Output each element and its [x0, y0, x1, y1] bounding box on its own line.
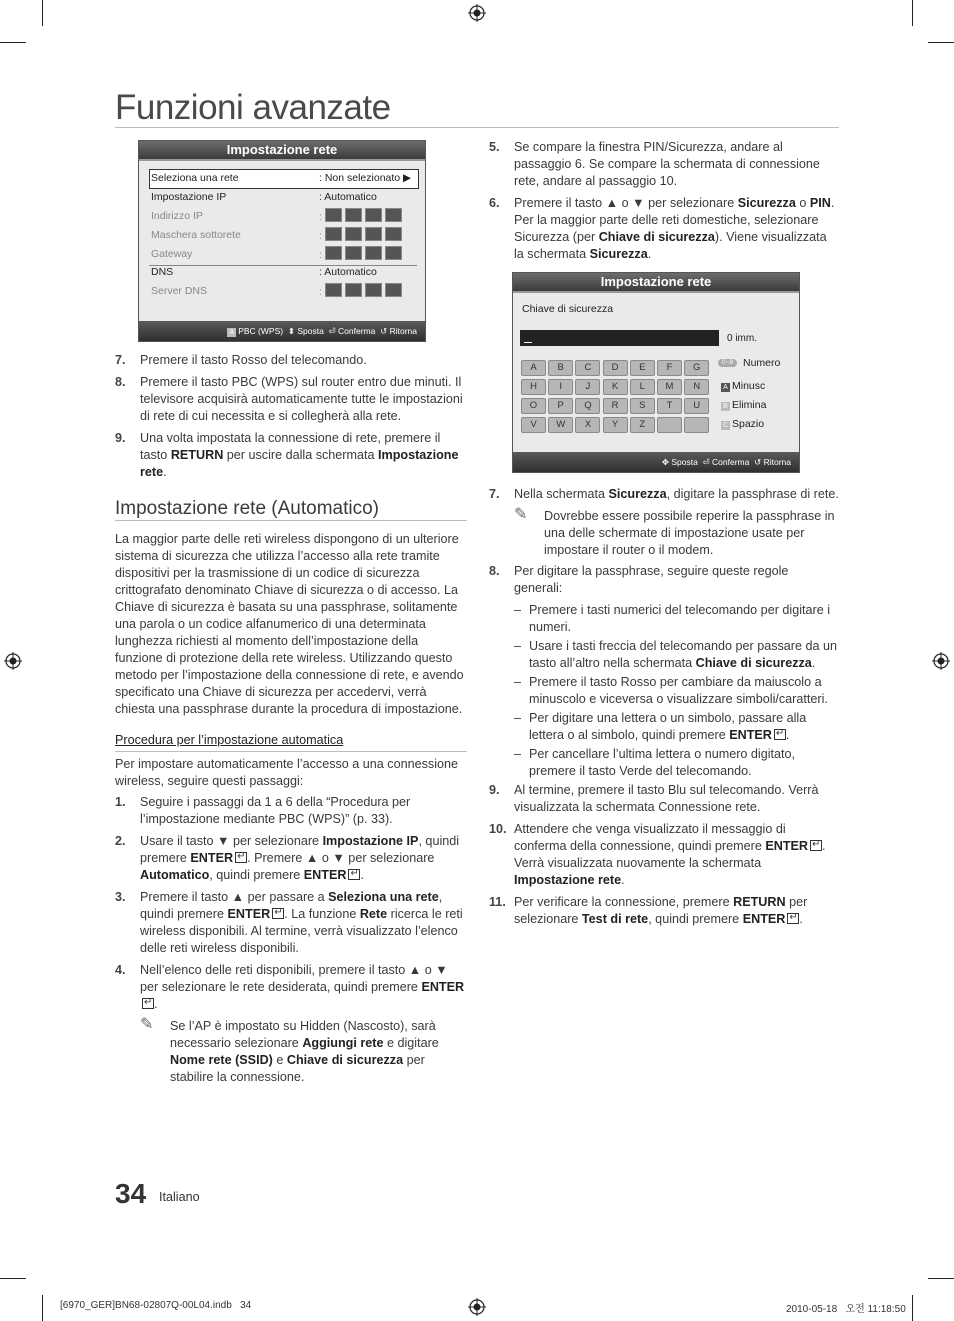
right-column-top — [489, 139, 839, 268]
key-k[interactable]: K — [603, 379, 628, 395]
key-blank[interactable] — [684, 417, 709, 433]
key-a[interactable]: A — [521, 360, 546, 376]
enter-icon — [787, 913, 799, 924]
key-c[interactable]: C — [575, 360, 600, 376]
ip-setup-row[interactable]: Impostazione IP : Automatico — [151, 191, 377, 203]
proc-step-4: 4. Nell’elenco delle reti disponibili, premere il tasto ▲ o ▼ per selezionare le rete desiderata, quindi premere ENTER↵. — [115, 962, 467, 1013]
key-j[interactable]: J — [575, 379, 600, 395]
rule-item: – Premere i tasti numerici del telecomando per digitare i numeri. — [514, 603, 830, 634]
dns-row[interactable]: DNS : Automatico — [151, 266, 377, 278]
enter-icon — [235, 852, 247, 863]
key-blank[interactable] — [657, 417, 682, 433]
security-key-label: Chiave di sicurezza — [522, 303, 614, 315]
crop-mark — [928, 1278, 954, 1279]
key-h[interactable]: H — [521, 379, 546, 395]
registration-mark-icon — [468, 1298, 486, 1316]
number-label: Numero — [743, 357, 781, 369]
subnet-row: Maschera sottorete : — [151, 227, 241, 244]
key-d[interactable]: D — [603, 360, 628, 376]
enter-icon — [272, 908, 284, 919]
char-count: 0 imm. — [727, 333, 757, 344]
rule-item: – Usare i tasti freccia del telecomando per passare da un tasto all’altro nella schermata Chiave di sicurezza. — [514, 639, 838, 670]
crop-mark — [42, 0, 43, 26]
page-number: 34 — [115, 1178, 147, 1209]
key-n[interactable]: N — [684, 379, 709, 395]
registration-mark-icon — [932, 652, 950, 670]
intro-paragraph: La maggior parte delle reti wireless dispongono di un ulteriore sistema di sicurezza che utilizza l’accesso alla rete tramite dispositivi per la trasmissione di un codice di sicurezza crittografato denominato Chiave di sicurezza o di accesso. La Chiave di sicurezza è basata su una passphrase, solitamente una parola o un codice alfanumerico di una determinata lunghezza richiesti al momento dell’impostazione della funzione di protezione della rete wireless. Utilizzando questo metodo per l’impostazione della connessione di rete, e avendo specificato una Chiave di sicurezza per accedervi, verrà chiesta una passphrase durante la procedura di impostazione. — [115, 532, 464, 716]
key-t[interactable]: T — [657, 398, 682, 414]
crop-mark — [42, 1295, 43, 1321]
key-f[interactable]: F — [657, 360, 682, 376]
step-7: 7. Premere il tasto Rosso del telecomando. — [115, 353, 367, 367]
proc-step-1: 1. Seguire i passaggi da 1 a 6 della “Procedura per l’impostazione mediante PBC (WPS)” (p. 33). — [115, 795, 411, 826]
screen-footer: A PBC (WPS) ⬍ Sposta ⏎ Conferma ↺ Ritorna — [139, 321, 425, 341]
page-title: Funzioni avanzate — [115, 88, 391, 127]
rule-item: – Per digitare una lettera o un simbolo, passare alla lettera o al simbolo, quindi premere ENTER↵ . — [514, 710, 839, 744]
enter-icon: ⏎ — [702, 457, 710, 467]
enter-icon — [810, 840, 822, 851]
step-10: 10. Attendere che venga visualizzato il messaggio di conferma della connessione, quindi premere ENTER↵ . Verrà visualizzata nuovamente la schermata Impostazione rete. — [489, 821, 839, 889]
key-q[interactable]: Q — [575, 398, 600, 414]
key-b[interactable]: B — [548, 360, 573, 376]
key-o[interactable]: O — [521, 398, 546, 414]
key-r[interactable]: R — [603, 398, 628, 414]
passphrase-input[interactable] — [520, 330, 719, 346]
proc-step-3: 3. Premere il tasto ▲ per passare a Seleziona una rete, quindi premere ENTER↵ . La funzione Rete ricerca le reti wireless disponibili. Al termine, verrà visualizzato l’elenco delle reti wireless disponibili. — [115, 889, 467, 957]
crop-mark — [912, 0, 913, 26]
note: ✎ Se l’AP è impostato su Hidden (Nascosto), sarà necessario selezionare Aggiungi rete e digitare Nome rete (SSID) e Chiave di sicurezza per stabilire la connessione. — [140, 1016, 439, 1084]
crop-mark — [0, 42, 26, 43]
delete-option[interactable]: B Elimina — [721, 399, 766, 411]
pencil-icon: ✎ — [514, 506, 528, 523]
footer-filename: [6970_GER]BN68-02807Q-00L04.indb 34 — [60, 1300, 252, 1311]
crop-mark — [912, 1295, 913, 1321]
enter-icon — [348, 869, 360, 880]
key-i[interactable]: I — [548, 379, 573, 395]
step-5: 5. Se compare la finestra PIN/Sicurezza, andare al passaggio 6. Se compare la schermata di connessione rete, andare al passaggio 10. — [489, 140, 820, 188]
step-9: 9. Al termine, premere il tasto Blu sul telecomando. Verrà visualizzata la schermata Connessione rete. — [489, 783, 819, 814]
key-e[interactable]: E — [630, 360, 655, 376]
dns-server-row: Server DNS : — [151, 283, 207, 300]
crop-mark — [0, 1278, 26, 1279]
subheading: Procedura per l’impostazione automatica — [115, 733, 344, 747]
key-l[interactable]: L — [630, 379, 655, 395]
return-icon: ↺ — [754, 457, 762, 467]
key-v[interactable]: V — [521, 417, 546, 433]
space-option[interactable]: C Spazio — [722, 418, 765, 430]
enter-icon — [774, 729, 786, 740]
right-column-bottom — [489, 486, 839, 933]
rule-item: – Premere il tasto Rosso per cambiare da maiuscolo a minuscolo e viceversa o visualizzare simboli/caratteri. — [514, 675, 828, 706]
screen-footer: ✥ Sposta ⏎ Conferma ↺ Ritorna — [513, 452, 799, 472]
step-11: 11. Per verificare la connessione, premere RETURN per selezionare Test di rete, quindi premere ENTER↵ . — [489, 894, 839, 928]
enter-icon — [142, 998, 154, 1009]
ip-address-row: Indirizzo IP : — [151, 208, 203, 225]
return-icon: ↺ — [380, 326, 388, 336]
move-icon: ⬍ — [287, 326, 295, 336]
enter-icon: ⏎ — [328, 326, 336, 336]
key-y[interactable]: Y — [603, 417, 628, 433]
number-key[interactable]: 0~9 — [718, 359, 737, 367]
note: ✎ Dovrebbe essere possibile reperire la passphrase in una delle schermate di impostazione usate per impostare il router o il modem. — [514, 506, 835, 557]
rule-item: – Per cancellare l’ultima lettera o numero digitato, premere il tasto Verde del telecomando. — [514, 747, 795, 778]
gateway-row: Gateway : — [151, 246, 192, 263]
title-rule — [115, 127, 839, 128]
registration-mark-icon — [4, 652, 22, 670]
step-8: 8. Per digitare la passphrase, seguire queste regole generali: — [489, 564, 789, 595]
move-icon: ✥ — [661, 457, 669, 467]
step-9: 9. Una volta impostata la connessione di rete, premere il tasto RETURN per uscire dalla schermata Impostazione rete. — [115, 431, 459, 479]
key-m[interactable]: M — [657, 379, 682, 395]
key-g[interactable]: G — [684, 360, 709, 376]
key-s[interactable]: S — [630, 398, 655, 414]
page-language: Italiano — [159, 1190, 200, 1204]
key-u[interactable]: U — [684, 398, 709, 414]
security-key-screen — [512, 272, 800, 473]
network-select-row[interactable]: Seleziona una rete : Non selezionato ▶ — [151, 172, 412, 184]
screen-title: Impostazione rete — [513, 273, 799, 291]
step-8: 8. Premere il tasto PBC (WPS) sul router entro due minuti. Il televisore acquisirà automaticamente tutte le impostazioni di rete di cui necessita e si collegherà alla rete. — [115, 375, 463, 423]
sub-intro: Per impostare automaticamente l’accesso a una connessione wireless, seguire questi passaggi: — [115, 757, 459, 788]
registration-mark-icon — [468, 4, 486, 22]
network-setup-screen — [138, 140, 426, 342]
proc-step-2: 2. Usare il tasto ▼ per selezionare Impostazione IP, quindi premere ENTER↵ . Premere ▲ o ▼ per selezionare Automatico, quindi premere ENTER↵ . — [115, 833, 467, 884]
pencil-icon: ✎ — [140, 1016, 154, 1033]
key-p[interactable]: P — [548, 398, 573, 414]
step-7: 7. Nella schermata Sicurezza, digitare la passphrase di rete. — [489, 487, 839, 501]
crop-mark — [928, 42, 954, 43]
screen-title: Impostazione rete — [139, 141, 425, 159]
key-x[interactable]: X — [575, 417, 600, 433]
key-z[interactable]: Z — [630, 417, 655, 433]
section-heading: Impostazione rete (Automatico) — [115, 498, 380, 519]
key-w[interactable]: W — [548, 417, 573, 433]
left-column — [115, 352, 467, 1090]
step-6: 6. Premere il tasto ▲ o ▼ per selezionare Sicurezza o PIN. Per la maggior parte delle reti domestiche, selezionare Sicurezza (per Chiave di sicurezza). Viene visualizzata la schermata Sicurezza. — [489, 196, 835, 261]
lowercase-option[interactable]: A Minusc — [721, 380, 765, 392]
footer-date: 2010-05-18 오전 11:18:50 — [786, 1304, 906, 1315]
